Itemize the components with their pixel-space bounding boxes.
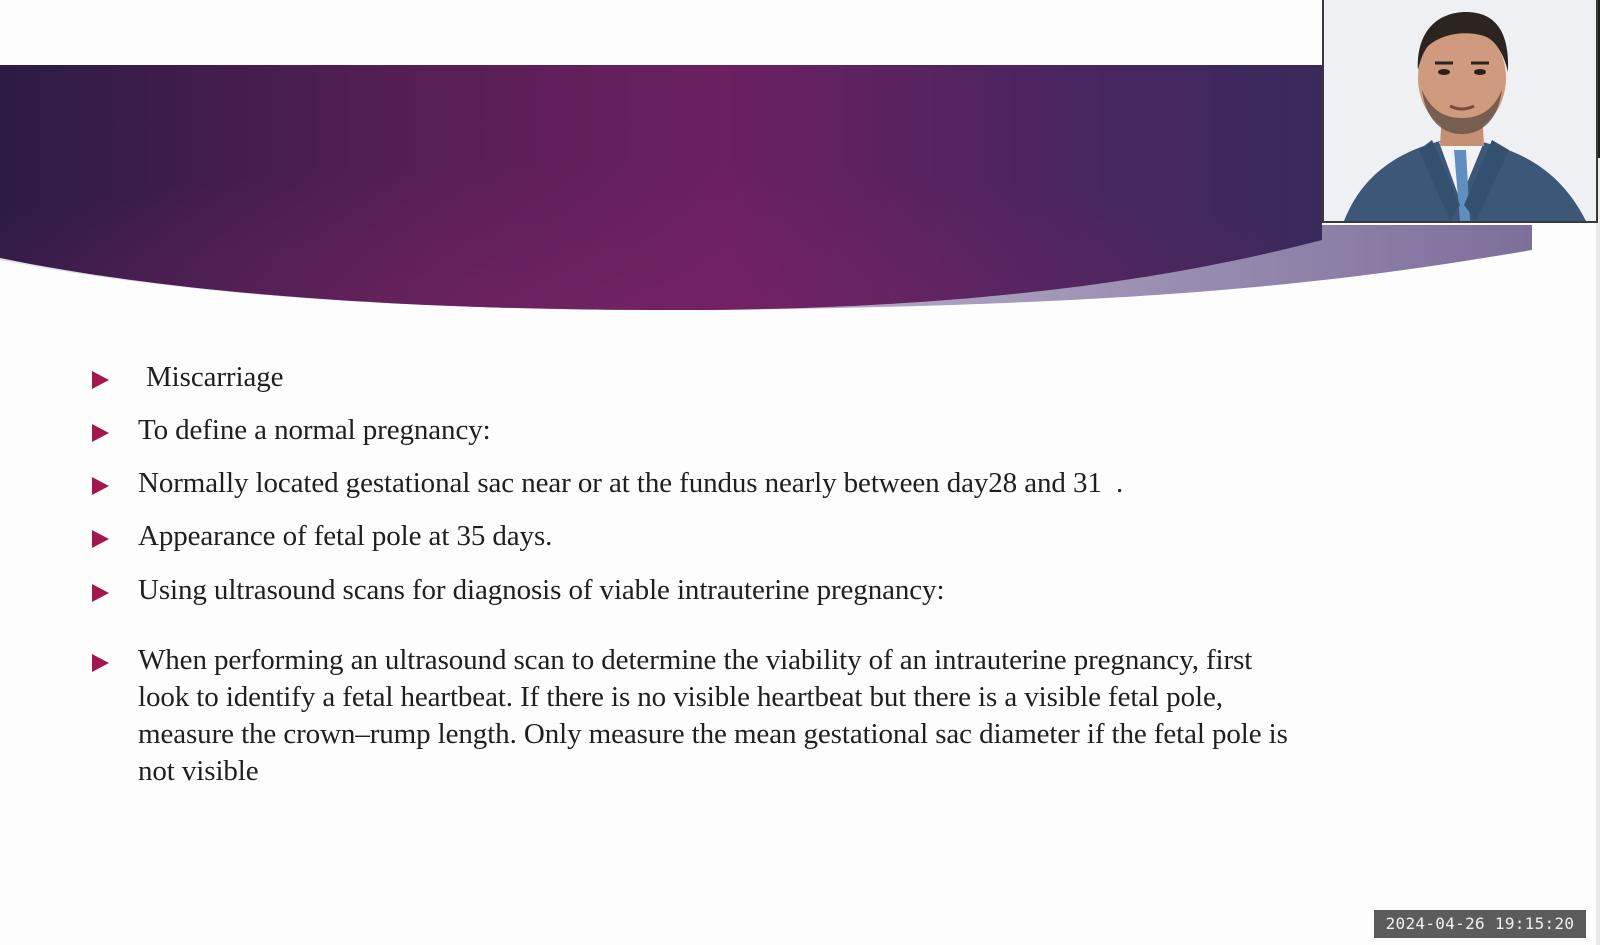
bullet-text: Miscarriage <box>146 361 284 393</box>
triangle-right-icon <box>92 654 109 672</box>
triangle-right-icon <box>92 530 109 548</box>
bullet-text: Using ultrasound scans for diagnosis of viable intrauterine pregnancy: <box>138 574 945 606</box>
bullet-text: To define a normal pregnancy: <box>138 414 491 446</box>
presenter-avatar <box>1324 0 1596 221</box>
recording-timestamp: 2024-04-26 19:15:20 <box>1374 910 1586 938</box>
bullet-text: Appearance of fetal pole at 35 days. <box>138 520 553 552</box>
presenter-webcam-video[interactable] <box>1322 0 1598 223</box>
bullet-text: When performing an ultrasound scan to determine the viability of an intrauterine pregnancy, first look to identify a fetal heartbeat. If there is no visible heartbeat but there is a visible fetal pole, measure the crown–rump length. Only measure the mean gestational sac diameter if the fetal pole is not visible <box>138 644 1288 787</box>
triangle-right-icon <box>92 584 109 602</box>
bullet-text: Normally located gestational sac near or at the fundus nearly between day28 and 31 . <box>138 467 1124 499</box>
triangle-right-icon <box>92 371 109 389</box>
triangle-right-icon <box>92 424 109 442</box>
triangle-right-icon <box>92 477 109 495</box>
